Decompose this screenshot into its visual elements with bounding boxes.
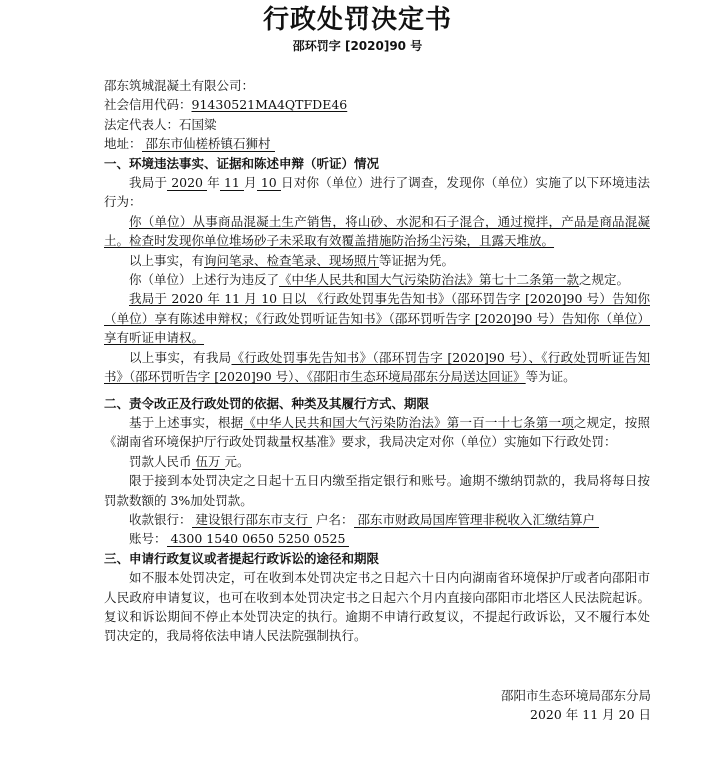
text-run: 月 — [243, 175, 257, 191]
text-run: 以上事实，有我局 — [129, 349, 232, 365]
bank-name: 建设银行邵东市支行 — [192, 512, 313, 528]
evidence-statement — [104, 251, 650, 270]
text-run: 你（单位）上述行为违反了 — [129, 272, 280, 288]
violation-description: 你（单位）从事商品混凝土生产销售，将山砂、水泥和石子混合，通过搅拌，产品是商品混凝土。检查时发现你单位堆场砂子未采取有效覆盖措施防治扬尘污染，且露天堆放。 — [104, 213, 650, 249]
issue-date: 2020 年 11 月 20 日 — [530, 707, 651, 723]
investigation-month: 11 — [220, 175, 244, 191]
violated-law-statement — [104, 270, 650, 289]
party-address — [104, 134, 650, 153]
address-label: 地址： — [104, 136, 142, 152]
document-title: 行政处罚决定书 — [262, 5, 452, 35]
section-2-heading: 二、责令改正及行政处罚的依据、种类及其履行方式、期限 — [104, 395, 430, 411]
representative-label: 法定代表人： — [104, 116, 180, 132]
section-1-investigation — [104, 173, 650, 212]
credit-code-label: 社会信用代码： — [104, 97, 192, 113]
notification-documents: 《行政处罚事先告知书》（邵环罚告字 [2020]90 号）、《行政处罚听证告知书》（邵环罚听告字 [2020]90 号）、《邵阳市生态环境局邵东分局送达回证》 — [104, 349, 650, 385]
account-label: 账号： — [129, 531, 167, 547]
text-run: 年 — [207, 175, 220, 191]
bank-label: 收款银行： — [129, 511, 192, 527]
document-body — [104, 76, 650, 646]
text-run: 元。 — [224, 453, 250, 469]
party-credit-code — [104, 95, 650, 114]
text-run: 等证据为凭。 — [379, 252, 455, 268]
text-run: 我局于 — [129, 175, 168, 191]
payment-account-line — [104, 529, 650, 548]
credit-code-value: 91430521MA4QTFDE46 — [191, 97, 348, 113]
document-number: 邵环罚字 [2020]90 号 — [292, 39, 423, 53]
text-run: 之规定，按照《湖南省环境保护厅行政处罚裁量权基准》要求，我局决定对你（单位）实施如下行政处罚： — [104, 414, 650, 450]
text-run: 以上事实，有 — [129, 252, 205, 268]
notification-evidence — [104, 348, 650, 387]
payee-name: 邵东市财政局国库管理非税收入汇缴结算户 — [354, 512, 600, 528]
section-1-heading: 一、环境违法事实、证据和陈述申辩（听证）情况 — [104, 155, 380, 171]
signature-block — [501, 686, 651, 725]
party-representative — [104, 115, 650, 134]
payment-bank-line — [104, 510, 650, 529]
penalty-basis — [104, 413, 650, 452]
address-value: 邵东市仙槎桥镇石狮村 — [142, 136, 275, 152]
text-run: 日对你（单位）进行了调查，发现你（单位）实施了以下环境违法行为： — [104, 175, 650, 210]
party-company: 邵东筑城混凝土有限公司： — [104, 78, 255, 93]
appeal-rights: 如不服本处罚决定，可在收到本处罚决定书之日起六十日内向湖南省环境保护厅或者向邵阳市人民政府申请复议，也可在收到本处罚决定书之日起六个月内直接向邵阳市北塔区人民法院起诉。复议和诉讼期间不停止本处罚决定的执行。逾期不申请行政复议，不提起行政诉讼，又不履行本处罚决定的，我局将依法申请人民法院强制执行。 — [104, 570, 650, 644]
text-run: 等为证。 — [525, 369, 576, 385]
payment-deadline: 限于接到本处罚决定之日起十五日内缴至指定银行和账号。逾期不缴纳罚款的，我局将每日按罚款数额的 3%加处罚款。 — [104, 473, 650, 508]
fine-amount-line — [104, 452, 650, 471]
penalty-law: 《中华人民共和国大气污染防治法》第一百一十七条第一项 — [243, 414, 574, 430]
text-run: 罚款人民币 — [129, 453, 192, 469]
text-run: 之规定。 — [579, 272, 630, 288]
issuing-organization: 邵阳市生态环境局邵东分局 — [500, 688, 651, 703]
notification-statement: 我局于 2020 年 11 月 10 日以 《行政处罚事先告知书》（邵环罚告字 [2020]90 号）告知你（单位）享有陈述申辩权；《行政处罚听证告知书》（邵环罚听告字 [2020]90 号）告知你（单位）享有听证申请权。 — [104, 291, 650, 346]
representative-name: 石国粱 — [179, 116, 217, 132]
investigation-year: 2020 — [167, 175, 207, 191]
violated-law: 《中华人民共和国大气污染防治法》第七十二条第一款 — [279, 272, 580, 288]
investigation-day: 10 — [257, 175, 281, 191]
account-number: 4300 1540 0650 5250 0525 — [167, 531, 350, 547]
evidence-list: 询问笔录、检查笔录、现场照片 — [204, 252, 380, 268]
text-run: 基于上述事实，根据 — [129, 414, 244, 430]
payee-label: 户名： — [316, 511, 354, 527]
section-3-heading: 三、申请行政复议或者提起行政诉讼的途径和期限 — [104, 550, 380, 566]
fine-amount: 伍万 — [192, 454, 225, 470]
